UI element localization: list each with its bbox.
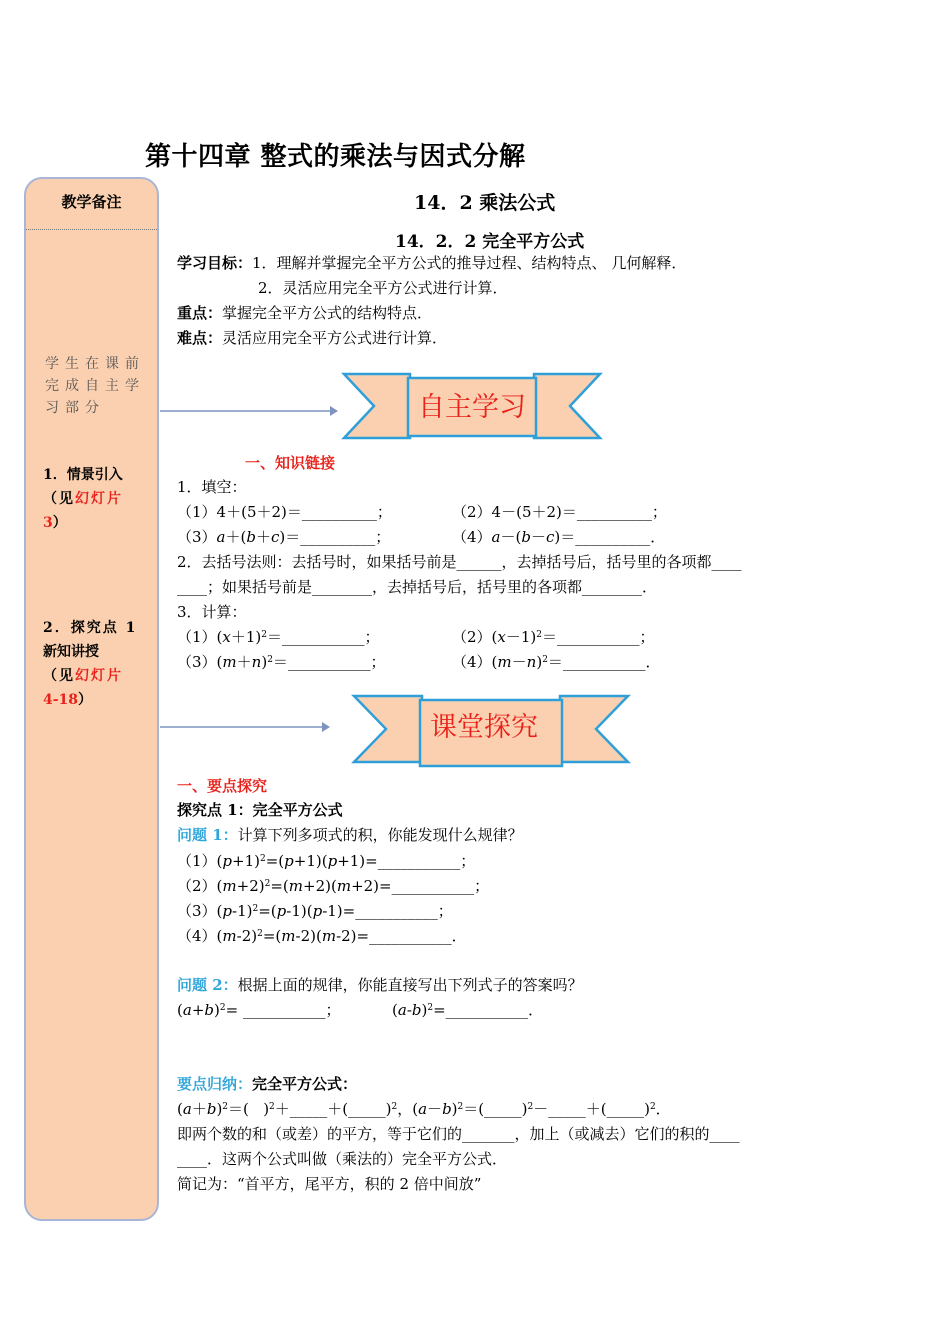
sidebar-item-explore-ref	[43, 664, 155, 688]
knowledge-q1-1: （1）4＋(5＋2)＝__________；	[177, 503, 392, 521]
blank: ___________；	[355, 902, 453, 920]
knowledge-q2-line2: ____；如果括号前是________，去掉括号后，括号里的各项都________．	[177, 578, 658, 596]
explore-heading: 一、要点探究	[177, 777, 268, 795]
sidebar-header: 教学备注	[26, 179, 157, 230]
summary-title	[177, 1073, 357, 1095]
subsection-title: 14．2．2 完全平方公式	[395, 232, 585, 252]
summary-formula: $(a+b)^2=$( )$^2$＋_____＋(_____)$^2$，$(a-b)^2=(\_\_\_\_\_)^2-\_\_\_\_\_+(\_\_\_\_\_)^2$．	[177, 1100, 671, 1118]
difficulty-label: 难点：	[177, 329, 223, 347]
key-point-text: 掌握完全平方公式的结构特点．	[222, 304, 433, 322]
blank: ___________；	[242, 1001, 341, 1019]
ref-slide-label: 幻灯片	[75, 668, 123, 684]
key-point	[177, 302, 432, 324]
summary-title-text: 完全平方公式：	[252, 1075, 358, 1093]
blank: __________．	[575, 528, 666, 546]
knowledge-q3-1: $(1)(x+1)^2=\_\_\_\_\_\_\_\_\_\_\_$；	[177, 628, 380, 646]
arrow-to-class-explore	[160, 718, 332, 736]
goals-label: 学习目标：	[177, 254, 253, 272]
difficulty-point	[177, 327, 447, 349]
blank: ___________；	[282, 628, 380, 646]
knowledge-q1-3: （3）a＋(b＋c)＝__________；	[177, 528, 391, 546]
knowledge-q3: 3．计算：	[177, 603, 247, 621]
summary-line-3: ____．这两个公式叫做（乘法的）完全平方公式．	[177, 1150, 508, 1168]
blank: ___________；	[391, 877, 490, 895]
problem-1-item-3: $(3)(p-1)^2=(p-1)(p-1)=\_\_\_\_\_\_\_\_\_\_\_$；	[177, 902, 453, 920]
goal-text-1: 1．理解并掌握完全平方公式的推导过程、结构特点、 几何解释．	[252, 254, 687, 272]
key-point-label: 重点：	[177, 304, 223, 322]
problem-1-label: 问题 1：	[177, 826, 238, 844]
knowledge-q3-2: $(2)(x-1)^2=\_\_\_\_\_\_\_\_\_\_\_$；	[452, 628, 655, 646]
problem-1-item-1: $(1)(p+1)^2=(p+1)(p+1)=\_\_\_\_\_\_\_\_\_\_\_$；	[177, 852, 476, 870]
class-explore-banner-label: 课堂探究	[430, 712, 538, 743]
knowledge-q2-line1: 2．去括号法则：去括号时，如果括号前是______，去掉括号后，括号里的各项都____	[177, 553, 742, 571]
problem-1-item-2: $(2)(m+2)^2=(m+2)(m+2)=\_\_\_\_\_\_\_\_\_\_\_$；	[177, 877, 490, 895]
problem-2-item-1: $(a+b)^2=$ ___________；	[177, 1001, 341, 1019]
ref-slide-label: 幻灯片	[75, 491, 123, 507]
sidebar-item-intro-ref	[43, 487, 155, 511]
sidebar-item-explore-title: 2．探究点 1	[43, 620, 138, 636]
blank: ___________．	[562, 653, 661, 671]
knowledge-q1: 1．填空：	[177, 478, 247, 496]
sidebar-note: 学生在课前完成自主学习部分	[45, 356, 145, 416]
blank: ___________；	[557, 628, 655, 646]
explore-point-1: 探究点 1：完全平方公式	[177, 801, 343, 819]
problem-1-item-4: $(4)(m-2)^2=(m-2)(m-2)=\_\_\_\_\_\_\_\_\_\_\_$．	[177, 927, 467, 945]
sidebar-item-explore-sub: 新知讲授	[43, 644, 99, 660]
section-title: 14．2 乘法公式	[414, 192, 556, 214]
summary-line-2: 即两个数的和（或差）的平方，等于它们的_______，加上（或减去）它们的积的____	[177, 1125, 740, 1143]
blank: ___________．	[369, 927, 467, 945]
arrow-to-self-study	[160, 402, 340, 420]
ref-slide-number: 3	[43, 515, 53, 531]
knowledge-q3-3: $(3)(m+n)^2=\_\_\_\_\_\_\_\_\_\_\_$；	[177, 653, 386, 671]
difficulty-text: 灵活应用完全平方公式进行计算．	[222, 329, 448, 347]
ref-open: （见	[43, 668, 75, 684]
problem-2-text: 根据上面的规律，你能直接写出下列式子的答案吗？	[237, 976, 583, 994]
self-study-banner	[340, 368, 605, 446]
learning-goal-2: 2．灵活应用完全平方公式进行计算．	[258, 279, 508, 297]
summary-line-4: 简记为：“首平方，尾平方，积的 2 倍中间放”	[177, 1175, 482, 1193]
sidebar-item-explore-ref2	[43, 688, 155, 712]
knowledge-q3-4: $(4)(m-n)^2=\_\_\_\_\_\_\_\_\_\_\_$．	[452, 653, 661, 671]
self-study-banner-label: 自主学习	[418, 392, 526, 423]
teaching-notes-sidebar	[24, 177, 159, 1221]
problem-2-item-2: $(a-b)^2=\_\_\_\_\_\_\_\_\_\_\_$．	[392, 1001, 544, 1019]
blank: ___________．	[445, 1001, 544, 1019]
knowledge-q1-2: （2）4－(5＋2)＝__________；	[452, 503, 667, 521]
summary-label: 要点归纳：	[177, 1075, 253, 1093]
ref-open: （见	[43, 491, 75, 507]
blank: ___________；	[377, 852, 476, 870]
learning-goal-1	[177, 252, 686, 274]
knowledge-heading: 一、知识链接	[245, 454, 336, 472]
problem-2-label: 问题 2：	[177, 976, 238, 994]
ref-close: ）	[52, 515, 67, 531]
class-explore-banner	[350, 690, 632, 770]
problem-2	[177, 974, 583, 996]
chapter-title: 第十四章 整式的乘法与因式分解	[145, 142, 526, 172]
problem-1-text: 计算下列多项式的积，你能发现什么规律？	[237, 826, 523, 844]
ref-slide-number: 4-18	[43, 692, 79, 708]
sidebar-item-intro	[43, 463, 155, 535]
sidebar-item-explore	[43, 616, 155, 712]
problem-1	[177, 824, 523, 846]
ref-close: ）	[78, 692, 93, 708]
blank: __________；	[300, 528, 391, 546]
sidebar-item-intro-title: 1．情景引入	[43, 467, 123, 483]
blank: ___________；	[287, 653, 386, 671]
sidebar-item-intro-ref2	[43, 511, 155, 535]
knowledge-q1-4: （4）a－(b－c)＝__________．	[452, 528, 666, 546]
